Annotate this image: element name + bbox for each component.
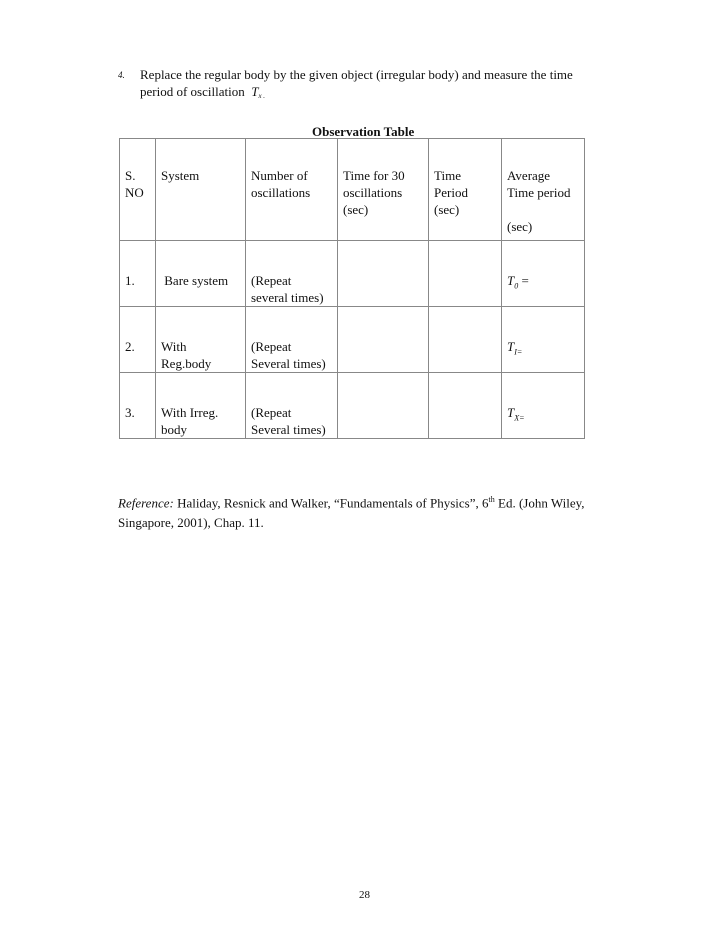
cell-oscillations: (Repeat Several times): [246, 307, 338, 373]
header-sno: S. NO: [120, 139, 156, 241]
table-row: [120, 373, 585, 439]
cell-average: $T_{X=}$: [502, 373, 585, 439]
step-text: [140, 66, 638, 105]
cell-time-period: [429, 241, 502, 307]
cell-oscillations: (Repeat Several times): [246, 373, 338, 439]
cell-sno: 2.: [120, 307, 156, 373]
reference-label: Reference:: [118, 495, 174, 511]
table-header-row: [120, 139, 585, 241]
cell-average: $T_0$ =: [502, 241, 585, 307]
cell-system: With Irreg. body: [156, 373, 246, 439]
cell-system: With Reg.body: [156, 307, 246, 373]
table-title: Observation Table: [312, 124, 415, 139]
reference-sup: th: [488, 495, 495, 504]
cell-oscillations: (Repeat several times): [246, 241, 338, 307]
cell-sno: 3.: [120, 373, 156, 439]
cell-sno: 1.: [120, 241, 156, 307]
header-time-period: Time Period (sec): [429, 139, 502, 241]
cell-time-30: [338, 241, 429, 307]
header-average: Average Time period (sec): [502, 139, 585, 241]
reference-text-b: Ed. (John Wiley, Singapore, 2001), Chap. 11.: [118, 495, 585, 531]
reference: [118, 490, 618, 533]
step-line-1: Replace the regular body by the given object (irregular body) and measure the time: [140, 67, 573, 82]
table-row: [120, 241, 585, 307]
cell-time-period: [429, 307, 502, 373]
step-number: 4.: [118, 70, 125, 80]
cell-average: $T_{I=}$: [502, 307, 585, 373]
header-system: System: [156, 139, 246, 241]
procedure-step: [118, 66, 638, 105]
cell-time-period: [429, 373, 502, 439]
period-symbol: T: [251, 84, 259, 99]
cell-system: Bare system: [156, 241, 246, 307]
cell-time-30: [338, 373, 429, 439]
reference-text-a: Haliday, Resnick and Walker, “Fundamentals of Physics”, 6: [173, 495, 489, 511]
table-row: [120, 307, 585, 373]
page-number: 28: [359, 889, 370, 901]
header-time-30: Time for 30 oscillations (sec): [338, 139, 429, 241]
cell-time-30: [338, 307, 429, 373]
period-symbol-subscript: x .: [258, 92, 266, 100]
header-oscillations: Number of oscillations: [246, 139, 338, 241]
observation-table: [119, 138, 585, 439]
step-line-2: period of oscillation: [140, 84, 245, 99]
